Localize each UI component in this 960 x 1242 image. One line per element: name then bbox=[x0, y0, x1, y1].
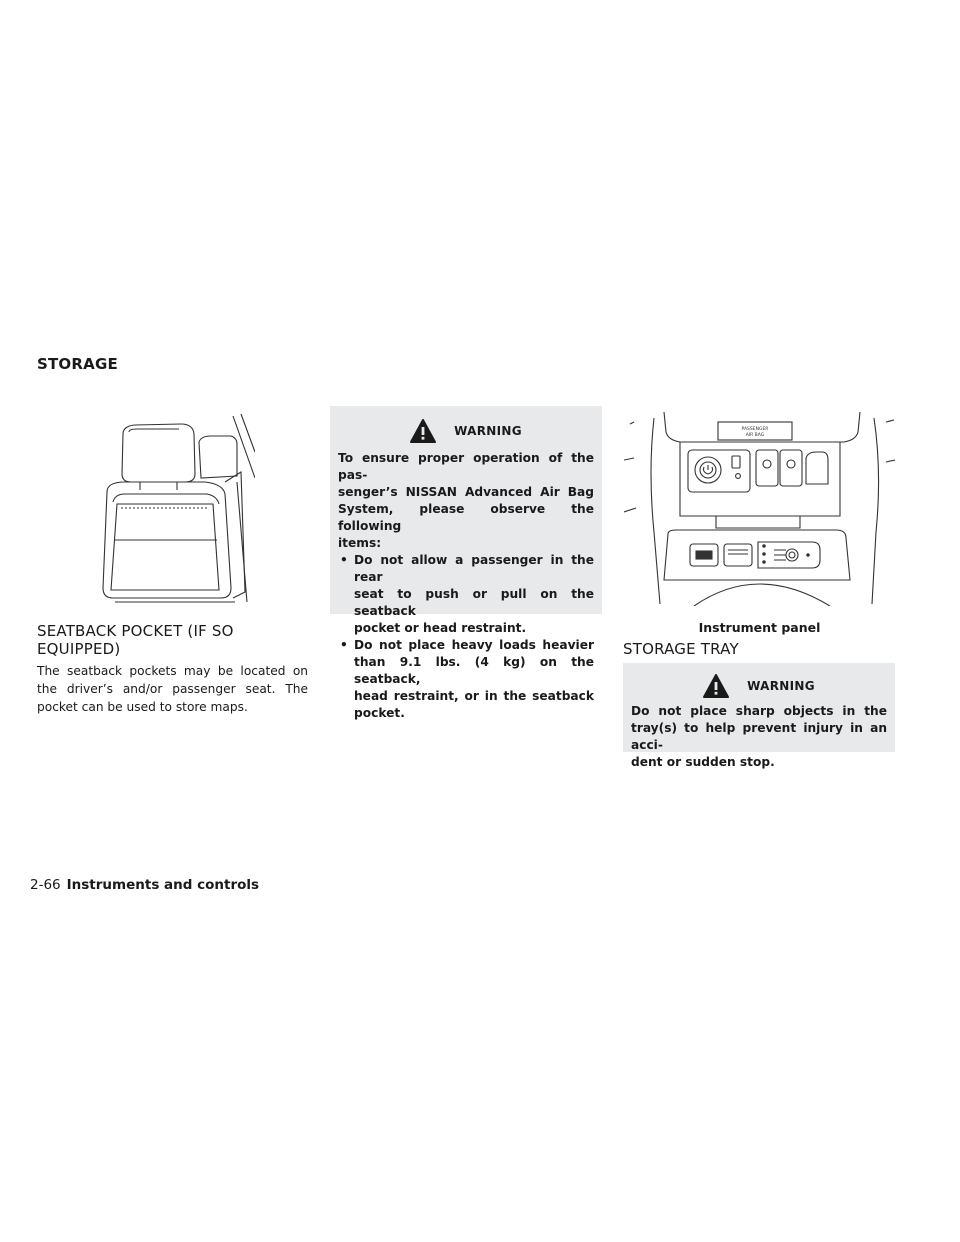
warning-box-airbag bbox=[330, 406, 602, 720]
warning-bullet1-line1: • Do not allow a passenger in the rear bbox=[354, 553, 594, 584]
warning-intro-line1: To ensure proper operation of the pas- bbox=[338, 451, 594, 482]
warning-list-item bbox=[338, 637, 594, 722]
warning-bullet1-line2: seat to push or pull on the seatback bbox=[354, 587, 594, 618]
warning2-line2: tray(s) to help prevent injury in an acci- bbox=[631, 721, 887, 752]
seatback-heading bbox=[37, 622, 317, 658]
page-footer bbox=[30, 877, 259, 893]
warning-body bbox=[338, 450, 594, 722]
instrument-panel-illustration bbox=[624, 412, 895, 606]
seatback-heading-line1: SEATBACK POCKET (IF SO bbox=[37, 622, 234, 640]
warning-box-tray bbox=[623, 663, 895, 769]
warning-label: WARNING bbox=[454, 424, 522, 438]
warning-bullet1-line3: pocket or head restraint. bbox=[354, 621, 527, 635]
warning-intro-line3: System, please observe the following bbox=[338, 502, 594, 533]
warning-intro-line2: senger’s NISSAN Advanced Air Bag bbox=[338, 485, 594, 499]
warning-header bbox=[623, 673, 895, 699]
page-number: 2-66 bbox=[30, 877, 61, 893]
chapter-title: Instruments and controls bbox=[66, 877, 260, 893]
seatback-heading-line2: EQUIPPED) bbox=[37, 640, 121, 658]
airbag-label-line2: AIR BAG bbox=[745, 433, 765, 438]
warning-body bbox=[631, 703, 887, 771]
seatback-body-line3: pocket can be used to store maps. bbox=[37, 700, 248, 714]
warning2-line1: Do not place sharp objects in the bbox=[631, 704, 887, 718]
warning-triangle-icon bbox=[703, 674, 729, 698]
warning-intro-line4: items: bbox=[338, 536, 382, 550]
warning-bullet2-line3: head restraint, or in the seatback bbox=[354, 689, 594, 703]
seatback-body bbox=[37, 662, 308, 716]
section-title: STORAGE bbox=[37, 355, 118, 373]
warning-label: WARNING bbox=[747, 679, 815, 693]
airbag-label-line1: PASSENGER bbox=[741, 427, 769, 432]
seatback-body-line2: the driver’s and/or passenger seat. The bbox=[37, 682, 308, 696]
storage-tray-heading: STORAGE TRAY bbox=[623, 640, 739, 658]
warning-triangle-icon bbox=[410, 419, 436, 443]
warning-bullet2-line4: pocket. bbox=[354, 706, 405, 720]
warning-bullet2-line1: • Do not place heavy loads heavier bbox=[354, 638, 594, 652]
warning-list-item bbox=[338, 552, 594, 637]
seatback-body-line1: The seatback pockets may be located on bbox=[37, 664, 308, 678]
warning-header bbox=[330, 416, 602, 446]
warning2-line3: dent or sudden stop. bbox=[631, 755, 775, 769]
warning-list bbox=[338, 552, 594, 722]
warning-bullet2-line2: than 9.1 lbs. (4 kg) on the seatback, bbox=[354, 655, 594, 686]
seatback-illustration bbox=[95, 412, 255, 608]
figure-caption: Instrument panel bbox=[698, 620, 821, 635]
